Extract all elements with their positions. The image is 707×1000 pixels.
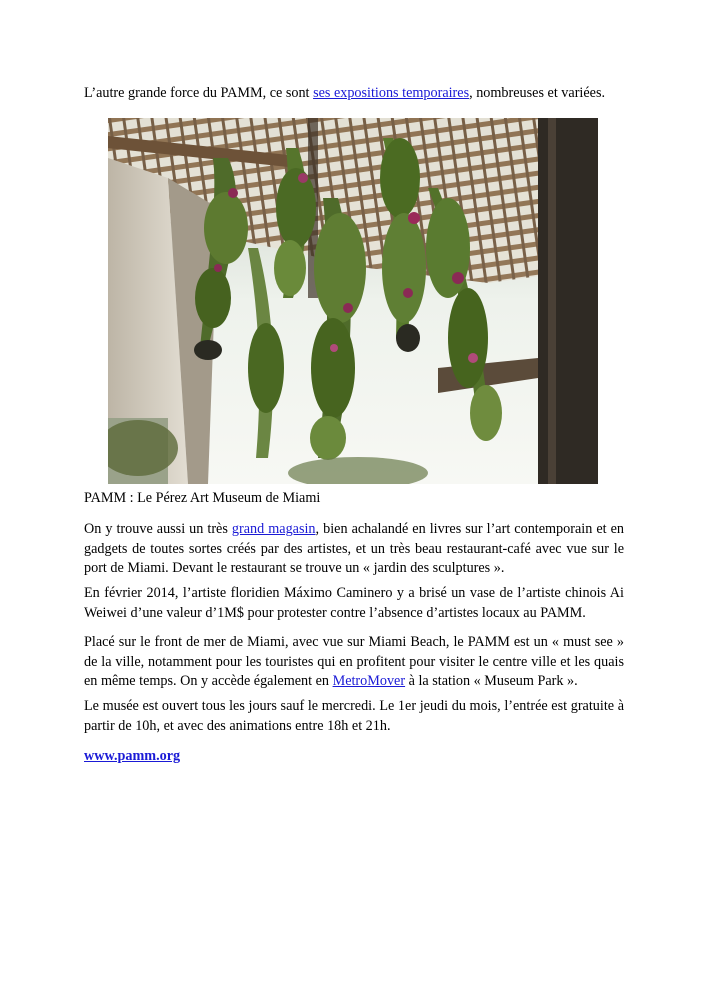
- website-link[interactable]: www.pamm.org: [84, 748, 181, 764]
- website-line: [84, 747, 624, 767]
- photo-caption: PAMM : Le Pérez Art Museum de Miami: [84, 490, 321, 506]
- intro-paragraph: [84, 84, 624, 104]
- hanging-plants-photo: [108, 118, 598, 484]
- incident-paragraph: En février 2014, l’artiste floridien Máximo Caminero y a brisé un vase de l’artiste chinois Ai Weiwei d’une valeur d’1M$ pour protester contre l’absence d’artistes locaux au PAMM.: [84, 585, 624, 621]
- shop-text-before: On y trouve aussi un très: [84, 521, 232, 537]
- intro-text-before: L’autre grande force du PAMM, ce sont: [84, 85, 314, 101]
- location-text-after: à la station « Museum Park ».: [405, 673, 578, 689]
- intro-text-after: , nombreuses et variées.: [469, 85, 606, 101]
- hours-paragraph: Le musée est ouvert tous les jours sauf le mercredi. Le 1er jeudi du mois, l’entrée est gratuite à partir de 10h, et avec des animations entre 18h et 21h.: [84, 698, 624, 734]
- shop-paragraph: [84, 520, 624, 579]
- temporary-exhibitions-link[interactable]: ses expositions temporaires: [313, 85, 470, 101]
- grand-magasin-link[interactable]: grand magasin: [231, 521, 316, 537]
- location-text-before: Placé sur le front de mer de Miami, avec vue sur Miami Beach, le PAMM est un « must see » de la ville, notamment pour les touristes qui en profitent pour visiter le centre ville et les quais en même temps. On y accède également en: [84, 634, 624, 689]
- metromover-link[interactable]: MetroMover: [332, 673, 406, 689]
- shop-text-after: , bien achalandé en livres sur l’art contemporain et en gadgets de toutes sortes créés par des artistes, et un très beau restaurant-café avec vue sur le port de Miami. Devant le restaurant se trouve un « jardin des sculptures ».: [84, 521, 624, 576]
- location-paragraph: [84, 633, 624, 692]
